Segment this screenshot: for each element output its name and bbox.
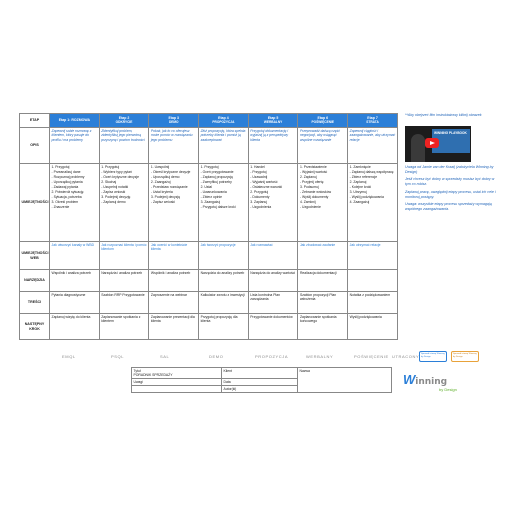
skill-line: 3. Podejmij decyzję	[150, 195, 181, 200]
next-step-cell: Zaplanowanie prezentacji dla klienta	[149, 314, 199, 340]
skill-line: 2. Zaangażuj	[150, 180, 171, 185]
content-cell: Notatka z podziękowaniem	[348, 292, 398, 314]
winning-by-design-logo: Winning by Design	[403, 372, 457, 392]
skill-line: - Uzasadnij	[250, 175, 268, 180]
tools-cell: Narzędzia do analizy wartości	[248, 270, 298, 292]
pipeline-stage: SAL	[160, 354, 170, 359]
info-badge-orange[interactable]: Sprawdź stronę Winning by Design	[451, 351, 479, 362]
opis-cell: Zapewnij ciągłość i zaangażowanie, aby utrzymać relacje	[348, 128, 398, 164]
skill-line: - Rozpoznaj problemy	[51, 175, 85, 180]
tools-cell: Narzędzia i analiza potrzeb	[99, 270, 149, 292]
skill-line: - Zadawaj pytania	[51, 185, 79, 190]
skill-line: - Ostateczne warunki	[250, 185, 283, 190]
content-cell: Szablon RRP Przygotowanie	[99, 292, 149, 314]
skill-line: - Zapisz wnioski	[101, 190, 126, 195]
web-skill-link[interactable]: Jak zbudować zaufanie	[298, 242, 348, 270]
skill-line: - Uzgodnienie	[299, 205, 321, 210]
stage-1: Etap 1: ROZMOWA	[50, 114, 100, 128]
sidebar-intro: **Aby obejrzeć film instruktażowy kliknij obrazek	[405, 113, 482, 117]
skill-line: - Wyjaśnij wartość	[250, 180, 278, 185]
web-skill-link[interactable]: Jak tworzyć propozycje	[199, 242, 249, 270]
presenter-figure	[411, 134, 425, 162]
skills-cell	[99, 164, 149, 242]
stage-2: Etap 2 ODKRYCIE	[99, 114, 149, 128]
skill-line: 4. Zaangażuj	[349, 200, 370, 205]
sidebar-paragraph: Jeśli chcesz być dobry w sprzedaży musisz być dobry w tym co robisz.	[405, 177, 495, 186]
skills-cell	[298, 164, 348, 242]
skills-cell	[348, 164, 398, 242]
skill-line: 3. Podejmij decyzję	[101, 195, 131, 200]
next-step-cell: Przygotuj propozycję dla klienta	[199, 314, 249, 340]
row-umiejetnosci-web	[20, 242, 398, 270]
skills-cell	[149, 164, 199, 242]
opis-cell: Zidentyfikuj problem, zidentyfikuj jego pierwotną przyczynę i poziom trudności	[99, 128, 149, 164]
skill-line: - Przygotuj dalsze kroki	[200, 205, 236, 210]
skill-line: - Wyślij dokumenty	[299, 195, 329, 200]
author-cell[interactable]: Autor(ki)	[222, 386, 298, 393]
skill-line: - Uporządkuj demo	[150, 175, 180, 180]
sidebar-text	[405, 177, 497, 215]
skill-line: - Uwarunkowania	[200, 190, 227, 195]
web-skill-link[interactable]: Jak utworzyć kanały w WBD	[50, 242, 100, 270]
blank-cell	[132, 386, 222, 393]
skills-cell	[50, 164, 100, 242]
web-skill-link[interactable]: Jak rozmawiać	[248, 242, 298, 270]
label-tresci: TREŚCI	[20, 292, 50, 314]
skill-line: 1. Przygotuj	[200, 165, 219, 169]
sidebar-paragraph: Zaplanuj pracę, uwzględnij etapy procesu, ustal ich cele i monitoruj postępy.	[405, 189, 496, 199]
skill-line: 4. Zamknij	[299, 200, 316, 205]
next-step-cell: Zaplanowanie spotkania z klientem	[99, 314, 149, 340]
skill-line: 3. Podsumuj	[299, 185, 319, 190]
label-opis: OPIS	[20, 128, 50, 164]
skill-line: - Zbierz opinie	[200, 195, 223, 200]
play-icon[interactable]	[425, 138, 439, 148]
title-cell: Tytuł PORADNIK SPRZEDAŻY	[132, 368, 222, 379]
stage-3: Etap 3 DEMO	[149, 114, 199, 128]
row-nastepny-krok	[20, 314, 398, 340]
sidebar-paragraph: Uwaga: wszystkie etapy procesu sprzedaży wymagają wspólnego zaangażowania.	[405, 202, 492, 212]
skill-line: - Zaplanuj dalszą współpracę	[349, 170, 394, 175]
stage-5: Etap 5 WERBALNY	[248, 114, 298, 128]
label-etap: ETAP	[20, 114, 50, 128]
pipeline-stage: DEMO	[209, 354, 224, 359]
skill-line: 1. Zamknięcie	[349, 165, 371, 169]
label-nastepny-krok: NASTĘPNY KROK	[20, 314, 50, 340]
row-narzedzia	[20, 270, 398, 292]
skill-line: - Kolejne kroki	[349, 185, 372, 190]
next-step-cell: Wyślij podziękowania	[348, 314, 398, 340]
web-skill-link[interactable]: Jak rozpoznać klienta i pomóc klientom	[99, 242, 149, 270]
opis-cell: Złóż propozycję, która spełnia potrzeby klienta i pomóż ją zaakceptować	[199, 128, 249, 164]
skill-line: 1. Uwspólnij	[150, 165, 170, 169]
skill-line: - Ustal kryteria	[150, 190, 173, 195]
info-badge-blue[interactable]: Sprawdź stronę Winning by Design	[419, 351, 447, 362]
skill-line: - Sytuacja, potrzeba	[51, 195, 82, 200]
skill-line: - Przeanalizuj dane	[51, 170, 81, 175]
row-umiejetnosci	[20, 164, 398, 242]
tools-cell: Realizacja dokumentacji	[298, 270, 348, 292]
stage-7: Etap 7 STRATA	[348, 114, 398, 128]
date-cell[interactable]: Data	[222, 379, 298, 386]
skill-line: - Przyjmij ofertę	[299, 180, 324, 185]
label-umiejetnosci: UMIEJĘTNOŚCI	[20, 164, 50, 242]
opis-cell: Zapewnij sobie rozmowę z klientem, który pasuje do profilu i ma problemy	[50, 128, 100, 164]
skill-line: - Określ krytyczne decyzje	[150, 170, 191, 175]
skill-line: 1. Przedstawienie	[299, 165, 327, 169]
skill-line: - Wyjaśnij wartość	[299, 170, 328, 175]
client-cell[interactable]: Klient	[222, 368, 298, 379]
content-cell: Zaproszenie na webinar	[149, 292, 199, 314]
skill-line: 1. Przygotuj	[101, 165, 120, 169]
skill-line: - Dokumenty	[250, 195, 270, 200]
document-meta-table	[131, 367, 392, 393]
skill-line: - Zweryfikuj potrzeby	[200, 180, 232, 185]
next-step-cell: Zaplanowanie spotkania końcowego	[298, 314, 348, 340]
skill-line: 1. Handel	[250, 165, 265, 169]
sales-playbook-sheet	[19, 113, 497, 403]
content-cell: Lista kontrolna Plan zarządzania	[248, 292, 298, 314]
next-step-cell: Przygotowanie dokumentów	[248, 314, 298, 340]
skill-line: 2. Słuchaj	[101, 180, 117, 185]
skill-line: 2. Potwierdź sytuację	[51, 190, 84, 195]
tools-cell: Wspólnik i analiza potrzeb	[149, 270, 199, 292]
pipeline-stages	[19, 354, 419, 364]
skill-line: - Znaczenie	[51, 205, 70, 210]
opis-cell: Przeprowadź dalszą część negocjacji, aby osiągnąć wspólne rozwiązanie	[298, 128, 348, 164]
pipeline-stage: PSQL	[111, 354, 125, 359]
skills-cell	[199, 164, 249, 242]
tools-cell	[348, 270, 398, 292]
video-thumbnail[interactable]	[405, 126, 471, 162]
skill-line: 2. Zaplanuj	[299, 175, 317, 180]
content-cell: Szablon propozycji Plan wdrożenia	[298, 292, 348, 314]
skill-line: 2. Zaplanuj	[349, 180, 367, 185]
skill-line: - Wyślij podziękowania	[349, 195, 384, 200]
sidebar-notes	[405, 113, 497, 365]
skill-line: - Uporządkuj pytania	[51, 180, 83, 185]
pipeline-stage: WERBALNY	[306, 354, 334, 359]
skills-cell	[248, 164, 298, 242]
next-step-cell: Zaplanuj wizytę do klienta	[50, 314, 100, 340]
skill-line: 3. Określ problem	[51, 200, 79, 205]
stage-6: Etap 6 POŚWIĘCENIE	[298, 114, 348, 128]
tools-cell: Narzędzia do analizy potrzeb	[199, 270, 249, 292]
skill-line: - Przedstaw rozwiązanie	[150, 185, 188, 190]
pipeline-stage: POŚWIĘCENIE	[354, 354, 389, 359]
pipeline-stage: PROPOZYCJA	[255, 354, 289, 359]
skill-line: 1. Przygotuj	[51, 165, 70, 169]
opis-cell: Pokaż, jak to co oferujesz może pomóc w rozwiązaniu jego problemu	[149, 128, 199, 164]
row-etap	[20, 114, 398, 128]
skill-line: - Wybierz typy pytań	[101, 170, 132, 175]
skill-line: 3. Zaplanuj	[250, 200, 268, 205]
content-cell: Kalkulator zwrotu z inwestycji	[199, 292, 249, 314]
skill-line: - Przygotuj	[250, 170, 267, 175]
skill-line: - Zapisz wnioski	[150, 200, 175, 205]
name-cell[interactable]: Nazwa	[298, 368, 392, 393]
skill-line: - Zaplanuj demo	[101, 200, 126, 205]
skill-line: - Zbierz referencje	[349, 175, 378, 180]
opis-cell: Przygotuj dokumentację i wyjaśnij ją z perspektywy klienta	[248, 128, 298, 164]
skill-line: 2. Przygotuj	[250, 190, 269, 195]
web-skill-link[interactable]: Jak utrzymać relacje	[348, 242, 398, 270]
skill-line: 3. Zaangażuj	[200, 200, 221, 205]
pipeline-stage: EMQL	[62, 354, 76, 359]
tools-cell: Wspólnik i analiza potrzeb	[50, 270, 100, 292]
video-screen: WINNING PLAYBOOK	[432, 129, 470, 153]
pipeline-stage: UTRACONY	[392, 354, 420, 359]
label-narzedzia: NARZĘDZIA	[20, 270, 50, 292]
video-caption: Uwaga od Jamie van der Kraaij (założyciela Winning by Design)	[405, 165, 494, 174]
skill-line: - Zebranie wniosków	[299, 190, 332, 195]
skill-line: - Oceń krytyczne decyzje	[101, 175, 140, 180]
skill-line: 3. Utrzymuj	[349, 190, 367, 195]
row-tresci	[20, 292, 398, 314]
content-cell: Pytania diagnostyczne	[50, 292, 100, 314]
stage-4: Etap 4 PROPOZYCJA	[199, 114, 249, 128]
skill-line: 2. Ustal	[200, 185, 213, 190]
skill-line: - Uzupełnij notatki	[101, 185, 129, 190]
row-opis	[20, 128, 398, 164]
playbook-grid	[19, 113, 398, 340]
skill-line: - Uzgodnienia	[250, 205, 272, 210]
label-umiejetnosci-web: UMIEJĘTNOŚCI WEB	[20, 242, 50, 270]
skill-line: - Oceń przygotowanie	[200, 170, 234, 175]
web-skill-link[interactable]: Jak ocenić w kontekście klienta	[149, 242, 199, 270]
notes-cell[interactable]: Uwagi	[132, 379, 222, 386]
skill-line: - Zaplanuj propozycję	[200, 175, 233, 180]
